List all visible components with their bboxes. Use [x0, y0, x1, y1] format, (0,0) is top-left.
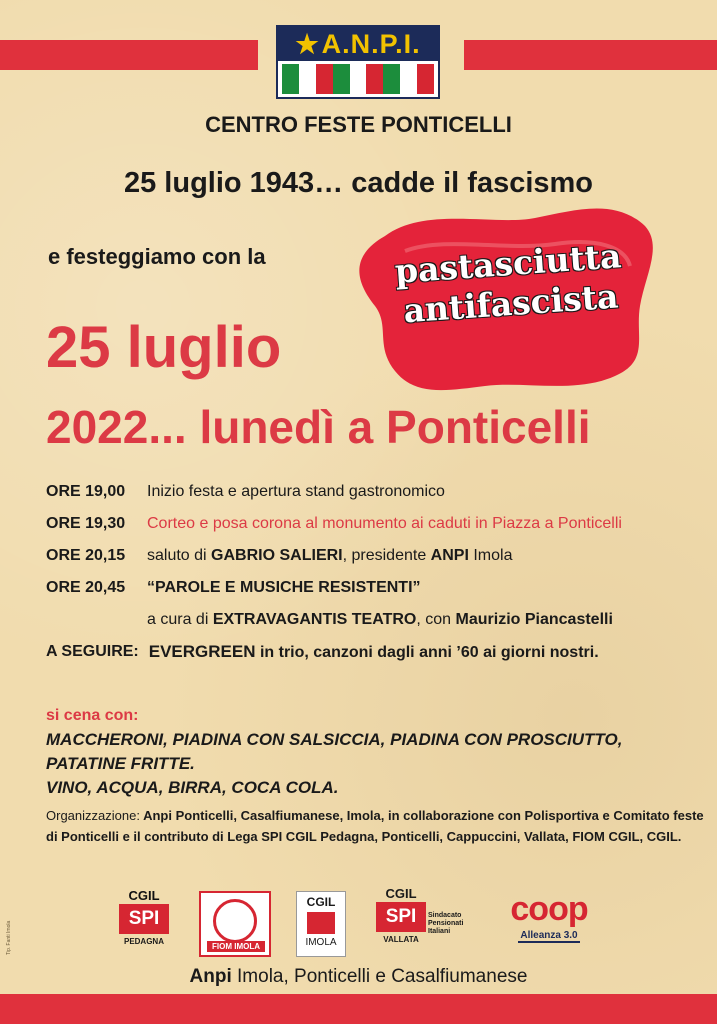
spi-pedagna-logo: CGIL SPI PEDAGNA: [119, 890, 169, 952]
organization-body: Anpi Ponticelli, Casalfiumanese, Imola, in collaborazione con Polisportiva e Comitato feste di Ponticelli e il contributo di Lega SPI CGIL Pedagna, Ponticelli, Cappuccini, Vallata, FIOM CGIL, CGIL.: [46, 808, 704, 844]
program-time: ORE 19,30: [46, 515, 126, 532]
program-list: [46, 476, 706, 668]
spi-side-text: Sindacato Pensionati Italiani: [428, 912, 464, 935]
program-desc: EVERGREEN in trio, canzoni dagli anni ’60 ai giorni nostri.: [148, 642, 599, 661]
program-time: ORE 20,15: [46, 547, 126, 564]
program-desc: Corteo e posa corona al monumento ai caduti in Piazza a Ponticelli: [147, 515, 622, 532]
cgil-imola-logo: CGIL IMOLA: [296, 891, 346, 957]
menu-line: VINO, ACQUA, BIRRA, COCA COLA.: [46, 778, 339, 797]
footer-text: Anpi Imola, Ponticelli e Casalfiumanese: [189, 966, 528, 987]
program-row: [46, 572, 706, 604]
italian-flags: [278, 61, 438, 97]
splash-line-2: antifascista: [402, 276, 620, 331]
splash-line-1: pastasciutta: [393, 236, 623, 291]
program-time: ORE 20,45: [46, 579, 126, 596]
organization-text: [46, 805, 706, 847]
program-time: ORE 19,00: [46, 483, 126, 500]
program-row: [46, 476, 706, 508]
top-left-red-bar: [0, 40, 258, 70]
program-row: [46, 636, 706, 668]
anpi-logo: [276, 25, 440, 99]
fiom-imola-logo: FIOM IMOLA: [199, 891, 271, 957]
program-row: [46, 604, 706, 636]
program-row: [46, 540, 706, 572]
program-desc: saluto di GABRIO SALIERI, presidente ANPI Imola: [147, 547, 513, 564]
printer-credit: Tip. Fanti Imola: [6, 920, 12, 955]
organization-label: Organizzazione:: [46, 808, 140, 823]
headline: 25 luglio 1943… cadde il fascismo: [123, 167, 594, 199]
menu-line: MACCHERONI, PIADINA CON SALSICCIA, PIADINA CON PROSCIUTTO,: [46, 730, 623, 749]
anpi-logo-text: A.N.P.I.: [321, 28, 421, 59]
program-desc: Inizio festa e apertura stand gastronomico: [147, 483, 445, 500]
intro-text: e festeggiamo con la: [48, 244, 266, 269]
spi-vallata-logo: CGIL SPI VALLATA: [376, 888, 426, 950]
menu-line: PATATINE FRITTE.: [46, 754, 195, 773]
dinner-menu: [46, 728, 622, 800]
program-row: [46, 508, 706, 540]
date-line-2: 2022... lunedì a Ponticelli: [46, 401, 591, 453]
cgil-mark-icon: [307, 912, 335, 934]
date-line-1: 25 luglio: [46, 315, 282, 380]
bottom-red-bar: [0, 994, 717, 1024]
program-desc: “PAROLE E MUSICHE RESISTENTI”: [147, 579, 421, 596]
dinner-label: si cena con:: [46, 707, 139, 724]
program-seguire-label: A SEGUIRE:: [46, 643, 139, 660]
top-right-red-bar: [464, 40, 717, 70]
coop-logo: coop Alleanza 3.0: [510, 890, 588, 941]
gear-icon: [213, 899, 257, 943]
star-icon: ★: [295, 28, 320, 59]
venue-title: CENTRO FESTE PONTICELLI: [205, 112, 512, 137]
program-desc: a cura di EXTRAVAGANTIS TEATRO, con Maurizio Piancastelli: [147, 611, 613, 628]
